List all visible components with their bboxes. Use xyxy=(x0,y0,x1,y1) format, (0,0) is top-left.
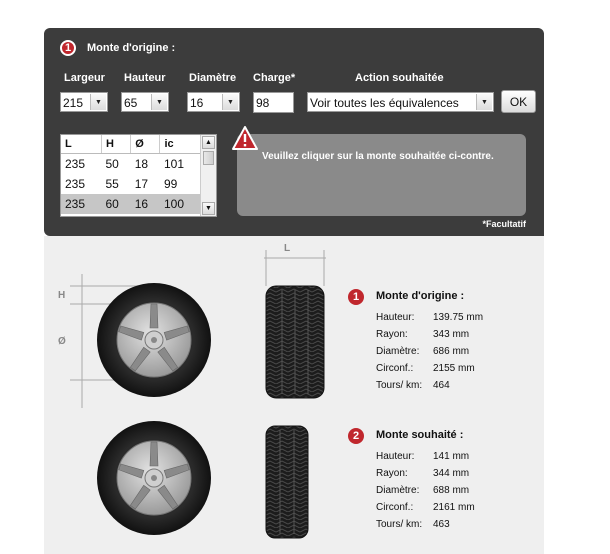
info-key: Diamètre: xyxy=(376,485,420,496)
wanted-info-title: Monte souhaité : xyxy=(376,429,464,441)
info-key: Rayon: xyxy=(376,329,408,340)
info-key: Hauteur: xyxy=(376,451,415,462)
table-cell: 99 xyxy=(163,177,178,191)
info-value: 343 mm xyxy=(433,329,470,340)
dimension-h-label: H xyxy=(58,290,66,301)
table-cell: 235 xyxy=(61,194,101,214)
info-value: 344 mm xyxy=(433,468,470,479)
largeur-value: 215 xyxy=(63,96,84,110)
info-value: 2161 mm xyxy=(433,502,475,513)
column-header: H xyxy=(101,135,130,154)
table-cell: 18 xyxy=(134,157,149,171)
info-value: 688 mm xyxy=(433,485,470,496)
info-value: 686 mm xyxy=(433,346,470,357)
action-label: Action souhaitée xyxy=(355,72,444,84)
table-cell: 55 xyxy=(105,177,119,191)
dimension-d-label: Ø xyxy=(58,336,66,347)
wheel-wanted-icon xyxy=(97,421,211,535)
diametre-label: Diamètre xyxy=(189,72,237,84)
action-value: Voir toutes les équivalences xyxy=(310,96,459,110)
charge-input[interactable]: 98 xyxy=(253,92,294,113)
info-key: Circonf.: xyxy=(376,363,414,374)
column-header: L xyxy=(61,135,101,154)
table-cell: 50 xyxy=(105,157,119,171)
chevron-down-icon[interactable]: ▼ xyxy=(476,94,492,110)
step-1-badge-info: 1 xyxy=(348,289,364,305)
info-value: 141 mm xyxy=(433,451,470,462)
chevron-down-icon[interactable]: ▼ xyxy=(151,94,167,110)
table-cell: 101 xyxy=(163,157,185,171)
chevron-down-icon[interactable]: ▼ xyxy=(222,94,238,110)
origin-info-title: Monte d'origine : xyxy=(376,290,465,302)
table-cell: 235 xyxy=(65,177,86,191)
info-value: 463 xyxy=(433,519,450,530)
facultatif-note: *Facultatif xyxy=(482,219,526,229)
table-cell: 16 xyxy=(131,194,160,214)
dimension-l-label: L xyxy=(284,243,291,254)
diametre-value: 16 xyxy=(190,96,204,110)
info-key: Diamètre: xyxy=(376,346,420,357)
table-cell: 100 xyxy=(160,194,201,214)
info-value: 464 xyxy=(433,380,450,391)
hauteur-value: 65 xyxy=(124,96,138,110)
table-cell: 17 xyxy=(134,177,149,191)
origin-info xyxy=(376,290,526,400)
column-header: Ø xyxy=(131,135,160,154)
scroll-down-icon[interactable]: ▼ xyxy=(202,202,215,215)
largeur-label: Largeur xyxy=(64,72,105,84)
step-2-badge: 2 xyxy=(348,428,364,444)
tread-wanted-icon xyxy=(266,426,308,538)
wheel-origin-icon xyxy=(97,283,211,397)
panel-title: Monte d'origine : xyxy=(87,42,176,54)
info-key: Tours/ km: xyxy=(376,519,423,530)
table-cell: 235 xyxy=(65,157,86,171)
info-value: 2155 mm xyxy=(433,363,475,374)
charge-label: Charge* xyxy=(253,72,296,84)
column-header: ic xyxy=(160,135,201,154)
table-cell: 60 xyxy=(101,194,130,214)
tread-origin-icon xyxy=(266,286,324,398)
info-key: Hauteur: xyxy=(376,312,415,323)
instruction-message: Veuillez cliquer sur la monte souhaitée ci-contre. xyxy=(262,151,494,162)
hauteur-label: Hauteur xyxy=(124,72,166,84)
ok-button[interactable]: OK xyxy=(501,90,536,113)
info-key: Rayon: xyxy=(376,468,408,479)
chevron-down-icon[interactable]: ▼ xyxy=(90,94,106,110)
info-key: Tours/ km: xyxy=(376,380,423,391)
wanted-info xyxy=(376,429,526,539)
step-1-badge: 1 xyxy=(60,40,76,56)
scroll-up-icon[interactable]: ▲ xyxy=(202,136,215,149)
info-value: 139.75 mm xyxy=(433,312,484,323)
info-key: Circonf.: xyxy=(376,502,414,513)
